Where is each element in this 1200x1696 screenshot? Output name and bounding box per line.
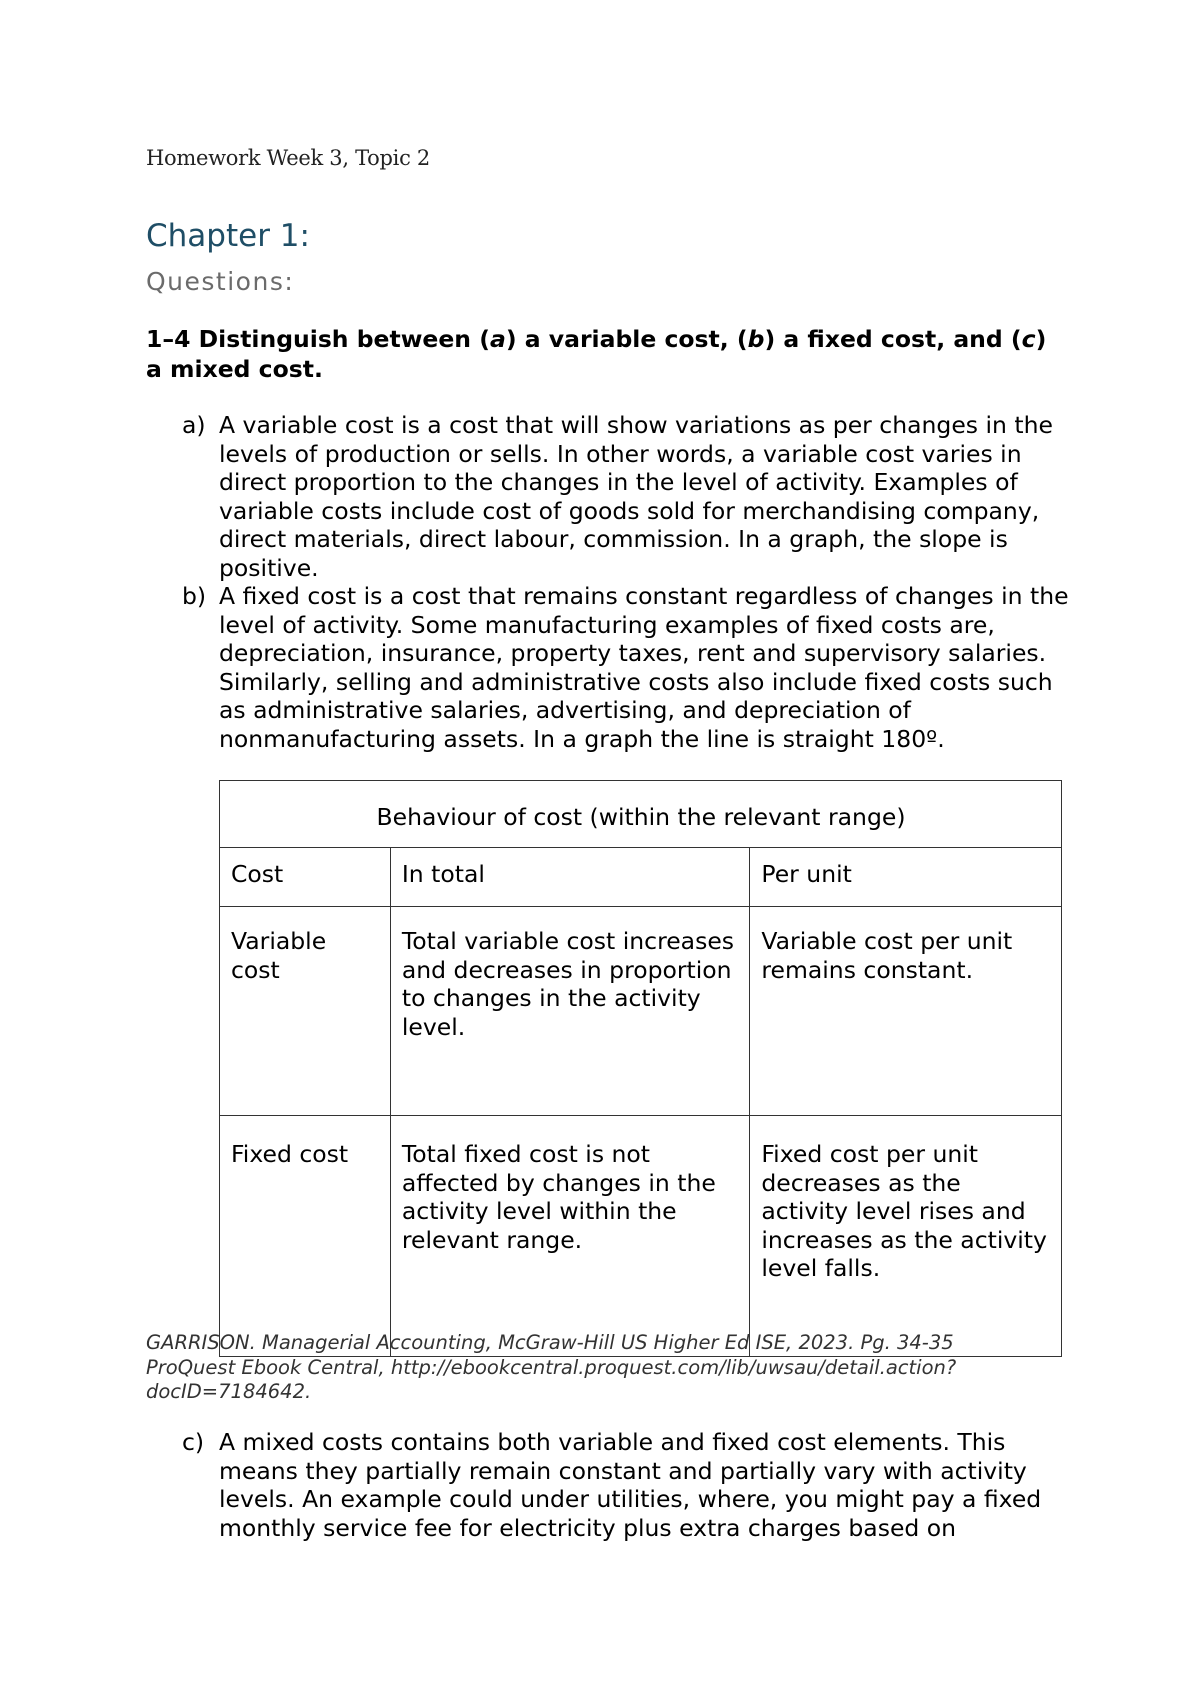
answer-b-text: A fixed cost is a cost that remains constant regardless of changes in the level of activity. Some manufacturing examples of fixed costs are, depreciation, insurance, property taxes, rent and supervisory salaries. Similarly, selling and administrative costs also include fixed costs such as administrative salaries, advertising, and depreciation of nonmanufacturing assets. In a graph the line is straight 180º. bbox=[219, 582, 1069, 753]
answer-c-text: A mixed costs contains both variable and fixed cost elements. This means they partially remain constant and partially vary with activity levels. An example could under utilities, where, you might pay a fixed monthly service fee for electricity plus extra charges based on bbox=[219, 1428, 1042, 1542]
question-text-4: ) a mixed cost. bbox=[146, 325, 1047, 383]
question-title bbox=[146, 324, 1066, 384]
table-caption: Behaviour of cost (within the relevant range) bbox=[220, 781, 1062, 848]
header-in-total: In total bbox=[390, 848, 750, 907]
answer-list-ab bbox=[182, 411, 1072, 753]
list-marker-a: a) bbox=[182, 411, 206, 439]
list-marker-c: c) bbox=[182, 1428, 205, 1456]
table-row bbox=[220, 1116, 1062, 1357]
cell-variable-cost: Variable cost bbox=[220, 907, 391, 1116]
table-header-row bbox=[220, 848, 1062, 907]
list-item bbox=[182, 411, 1072, 582]
list-marker-b: b) bbox=[182, 582, 207, 610]
cell-fixed-cost: Fixed cost bbox=[220, 1116, 391, 1357]
question-text-2: ) a variable cost, ( bbox=[505, 325, 748, 353]
header-per-unit: Per unit bbox=[750, 848, 1062, 907]
header-cost: Cost bbox=[220, 848, 391, 907]
cell-variable-per-unit: Variable cost per unit remains constant. bbox=[750, 907, 1062, 1116]
question-text-1: Distinguish between ( bbox=[198, 325, 490, 353]
cell-fixed-per-unit: Fixed cost per unit decreases as the activity level rises and increases as the activity level falls. bbox=[750, 1116, 1062, 1357]
citation: GARRISON. Managerial Accounting, McGraw-Hill US Higher Ed ISE, 2023. Pg. 34-35 ProQuest Ebook Central, http://ebookcentral.proquest.com/lib/uwsau/detail.action?docID=7184642. bbox=[146, 1331, 957, 1403]
question-text-a: a bbox=[489, 325, 506, 353]
list-item bbox=[182, 1428, 1072, 1542]
cell-variable-in-total: Total variable cost increases and decreases in proportion to changes in the activity level. bbox=[390, 907, 750, 1116]
list-item bbox=[182, 582, 1072, 753]
document-header: Homework Week 3, Topic 2 bbox=[146, 146, 430, 170]
answer-a-text: A variable cost is a cost that will show variations as per changes in the levels of production or sells. In other words, a variable cost varies in direct proportion to the changes in the level of activity. Examples of variable costs include cost of goods sold for merchandising company, direct materials, direct labour, commission. In a graph, the slope is positive. bbox=[219, 411, 1053, 582]
question-text-c: c bbox=[1021, 325, 1036, 353]
question-number: 1–4 bbox=[146, 325, 191, 353]
chapter-heading: Chapter 1: bbox=[146, 218, 310, 254]
question-text-b: b bbox=[747, 325, 765, 353]
cost-behaviour-table bbox=[219, 780, 1062, 1357]
questions-subheading: Questions: bbox=[146, 267, 295, 296]
question-text-3: ) a fixed cost, and ( bbox=[764, 325, 1022, 353]
answer-list-c bbox=[182, 1428, 1072, 1542]
table-row bbox=[220, 907, 1062, 1116]
cell-fixed-in-total: Total fixed cost is not affected by changes in the activity level within the relevant range. bbox=[390, 1116, 750, 1357]
